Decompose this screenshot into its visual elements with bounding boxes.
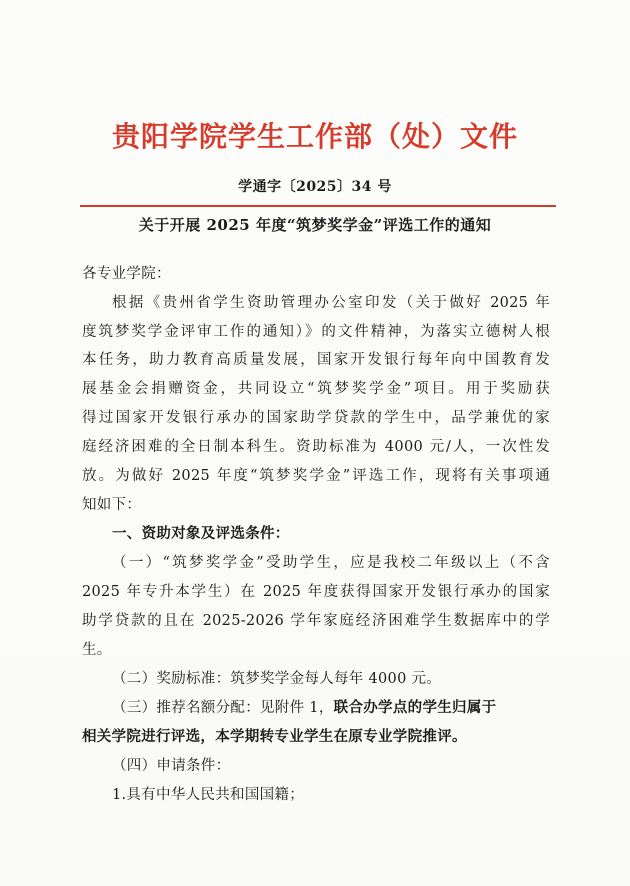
paragraph-line: 庭经济困难的全日制本科生。资助标准为 4000 元/人，一次性发	[82, 439, 550, 455]
item-line: 助学贷款的且在 2025-2026 学年家庭经济困难学生数据库中的学	[82, 613, 550, 629]
paragraph-line: 得过国家开发银行承办的国家助学贷款的学生中，品学兼优的家	[82, 410, 550, 426]
item-line	[112, 698, 496, 718]
paragraph-line: 度筑梦奖学金评审工作的通知）》的文件精神，为落实立德树人根	[82, 324, 550, 340]
item3-normal-text: （三）推荐名额分配：见附件 1，	[112, 700, 334, 716]
paragraph-line: 知如下：	[82, 497, 142, 513]
item-line: 1.具有中华人民共和国国籍；	[112, 787, 305, 803]
item3-bold-text: 联合办学点的学生归属于	[333, 699, 497, 716]
paragraph-line: 放。为做好 2025 年度“筑梦奖学金”评选工作，现将有关事项通	[82, 468, 550, 484]
item-line-bold: 相关学院进行评选，本学期转专业学生在原专业学院推评。	[82, 728, 467, 745]
item-line: （二）奖励标准：筑梦奖学金每人每年 4000 元。	[112, 671, 442, 687]
document-subject: 关于开展 2025 年度“筑梦奖学金”评选工作的通知	[138, 216, 492, 234]
salutation: 各专业学院：	[82, 266, 171, 282]
item-line: （四）申请条件：	[112, 758, 231, 774]
section-heading: 一、资助对象及评选条件：	[112, 525, 290, 542]
paragraph-line: 本任务，助力教育高质量发展，国家开发银行每年向中国教育发	[82, 352, 550, 368]
item-line: 生。	[82, 642, 112, 658]
paragraph-line: 展基金会捐赠资金，共同设立“筑梦奖学金”项目。用于奖励获	[82, 381, 550, 397]
document-number: 学通字〔2025〕34 号	[238, 179, 392, 195]
red-divider-line	[80, 205, 556, 207]
item-line: （一）“筑梦奖学金”受助学生，应是我校二年级以上（不含	[112, 555, 550, 571]
item-line: 2025 年专升本学生）在 2025 年度获得国家开发银行承办的国家	[82, 584, 550, 600]
paragraph-line: 根据《贵州省学生资助管理办公室印发（关于做好 2025 年	[112, 295, 550, 311]
document-title: 贵阳学院学生工作部（处）文件	[111, 120, 518, 153]
